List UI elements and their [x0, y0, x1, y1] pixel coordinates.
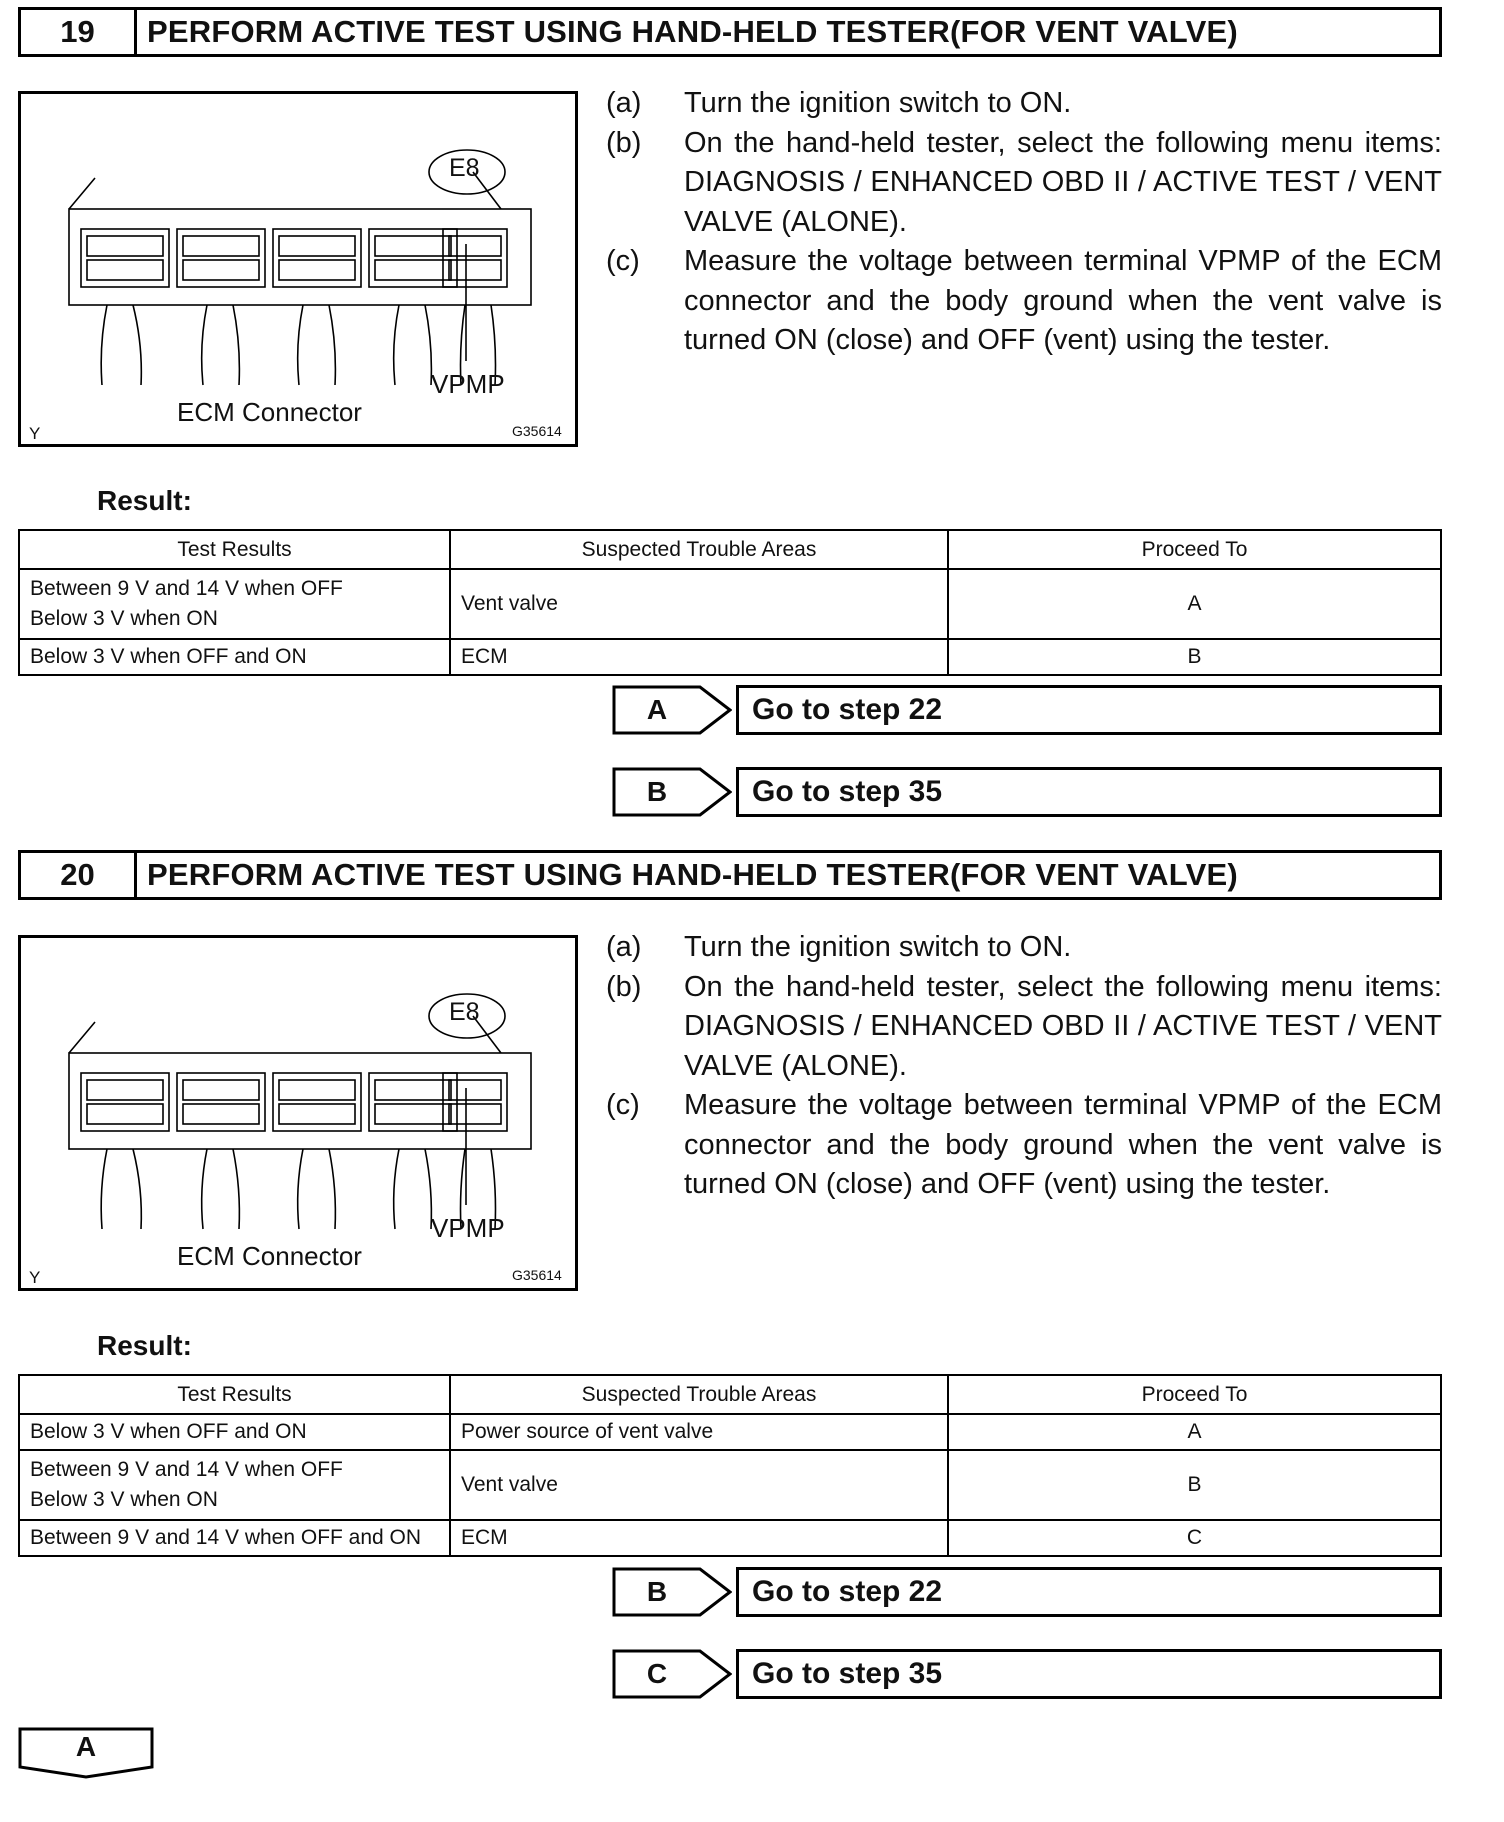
column-header: Suspected Trouble Areas [450, 530, 948, 569]
corner-code: Y [29, 424, 41, 443]
column-header: Test Results [19, 1375, 450, 1414]
instruction-item [606, 1086, 1442, 1205]
test-result-cell [19, 569, 450, 639]
instruction-list [606, 928, 1442, 1205]
instruction-letter: (b) [606, 126, 642, 159]
instruction-item [606, 928, 1442, 968]
figure-id: G35614 [512, 1267, 562, 1283]
test-result-line: Between 9 V and 14 V when OFF [30, 577, 343, 600]
table-row [19, 1520, 1441, 1556]
go-to-step-link[interactable]: Go to step 22 [736, 1567, 1442, 1617]
step-title: PERFORM ACTIVE TEST USING HAND-HELD TESTER(FOR VENT VALVE) [147, 857, 1238, 892]
branch-a-marker [612, 685, 732, 735]
proceed-to-cell: A [948, 569, 1441, 639]
instruction-text: Turn the ignition switch to ON. [684, 87, 1072, 119]
trouble-area-cell: Power source of vent valve [450, 1414, 948, 1450]
terminal-label: VPMP [431, 369, 505, 399]
test-result-cell [19, 1450, 450, 1520]
instruction-item [606, 242, 1442, 361]
column-header: Suspected Trouble Areas [450, 1375, 948, 1414]
step-title: PERFORM ACTIVE TEST USING HAND-HELD TESTER(FOR VENT VALVE) [147, 14, 1238, 49]
test-result-line: Between 9 V and 14 V when OFF [30, 1458, 343, 1481]
test-result-cell: Below 3 V when OFF and ON [19, 1414, 450, 1450]
table-row [19, 1414, 1441, 1450]
test-result-line: Below 3 V when ON [30, 1488, 218, 1511]
test-result-cell: Below 3 V when OFF and ON [19, 639, 450, 675]
instruction-letter: (a) [606, 931, 642, 963]
instruction-letter: (b) [606, 970, 642, 1003]
instruction-item [606, 124, 1442, 243]
step-19-header [18, 7, 1442, 57]
trouble-area-cell: ECM [450, 639, 948, 675]
column-header: Proceed To [948, 530, 1441, 569]
result-label: Result: [97, 1330, 192, 1361]
proceed-to-cell: C [948, 1520, 1441, 1556]
connector-id: E8 [449, 998, 480, 1026]
instruction-item [606, 84, 1442, 124]
instruction-letter: (c) [606, 1089, 640, 1121]
trouble-area-cell: Vent valve [450, 1450, 948, 1520]
step-number: 20 [21, 853, 137, 897]
instruction-text: On the hand-held tester, select the following menu items: DIAGNOSIS / ENHANCED OBD II / ACTIVE TEST / VENT VALVE (ALONE). [684, 970, 1442, 1082]
terminal-label: VPMP [431, 1213, 505, 1243]
figure-id: G35614 [512, 423, 562, 439]
go-to-step-link[interactable]: Go to step 22 [736, 685, 1442, 735]
step-20-header [18, 850, 1442, 900]
test-result-line: Below 3 V when ON [30, 607, 218, 630]
table-row [19, 1450, 1441, 1520]
result-table [18, 529, 1442, 676]
ecm-connector-figure [18, 935, 578, 1291]
instruction-letter: (a) [606, 87, 642, 119]
trouble-area-cell: ECM [450, 1520, 948, 1556]
instruction-text: Measure the voltage between terminal VPMP of the ECM connector and the body ground when the vent valve is turned ON (close) and OFF (vent) using the tester. [684, 245, 1442, 356]
ecm-connector-figure [18, 91, 578, 447]
step-number: 19 [21, 10, 137, 54]
column-header: Test Results [19, 530, 450, 569]
instruction-text: Turn the ignition switch to ON. [684, 931, 1072, 963]
instruction-text: Measure the voltage between terminal VPMP of the ECM connector and the body ground when the vent valve is turned ON (close) and OFF (vent) using the tester. [684, 1089, 1442, 1200]
branch-b-marker [612, 1567, 732, 1617]
column-header: Proceed To [948, 1375, 1441, 1414]
go-to-step-link[interactable]: Go to step 35 [736, 767, 1442, 817]
result-label: Result: [97, 485, 192, 516]
go-to-step-link[interactable]: Go to step 35 [736, 1649, 1442, 1699]
branch-letter: B [646, 776, 668, 807]
table-header-row [19, 1375, 1441, 1414]
proceed-to-cell: B [948, 1450, 1441, 1520]
branch-letter: A [646, 694, 668, 725]
branch-letter: C [646, 1658, 668, 1689]
corner-code: Y [29, 1268, 41, 1287]
figure-caption: ECM Connector [177, 1241, 362, 1271]
continue-marker-label: A [75, 1731, 97, 1762]
table-header-row [19, 530, 1441, 569]
branch-c-marker [612, 1649, 732, 1699]
branch-b-marker [612, 767, 732, 817]
instruction-letter: (c) [606, 245, 640, 277]
instruction-text: On the hand-held tester, select the following menu items: DIAGNOSIS / ENHANCED OBD II / ACTIVE TEST / VENT VALVE (ALONE). [684, 126, 1442, 238]
trouble-area-cell: Vent valve [450, 569, 948, 639]
proceed-to-cell: A [948, 1414, 1441, 1450]
instruction-item [606, 968, 1442, 1087]
test-result-cell: Between 9 V and 14 V when OFF and ON [19, 1520, 450, 1556]
table-row [19, 639, 1441, 675]
continue-marker[interactable] [18, 1727, 154, 1779]
table-row [19, 569, 1441, 639]
proceed-to-cell: B [948, 639, 1441, 675]
branch-letter: B [646, 1576, 668, 1607]
instruction-list [606, 84, 1442, 361]
connector-id: E8 [449, 154, 480, 182]
figure-caption: ECM Connector [177, 397, 362, 427]
result-table [18, 1374, 1442, 1557]
